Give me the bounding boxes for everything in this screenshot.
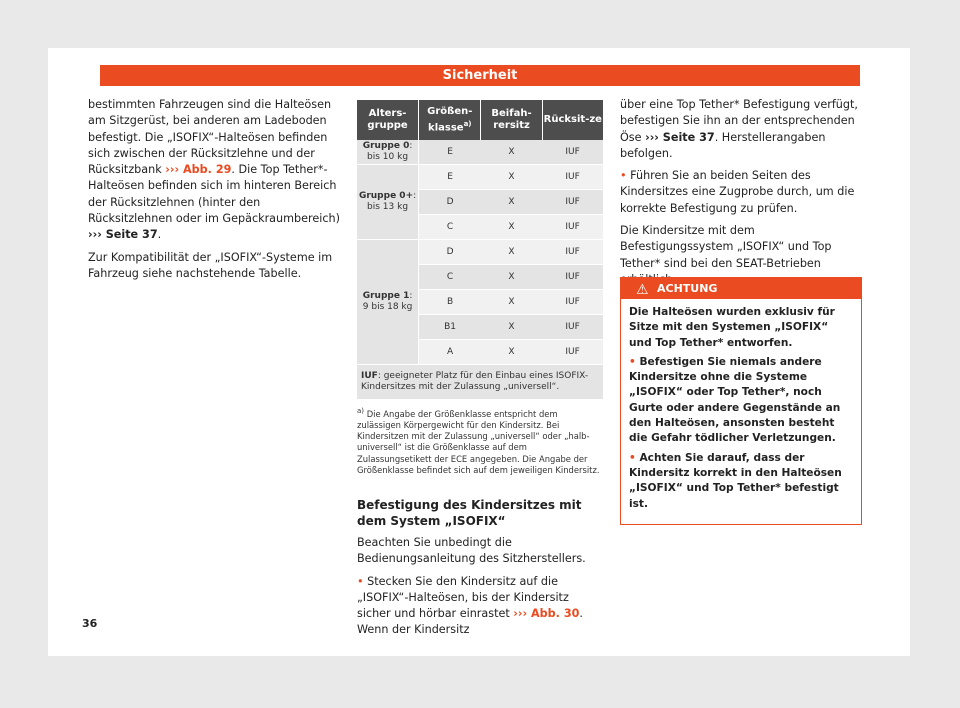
warning-paragraph-2: • Befestigen Sie niemals andere Kindersitze ohne die Systeme „ISOFIX“ oder Top Tether*, noch Gurte oder andere Gegenstände an den Halteösen, ansonsten besteht die Gefahr tödlicher Verletzungen.: [629, 355, 841, 445]
warning-box: [620, 277, 862, 525]
table-row: Gruppe 0+: bis 13 kg E X IUF: [357, 165, 603, 190]
warning-title: ACHTUNG: [657, 282, 718, 295]
warning-paragraph-3: • Achten Sie darauf, dass der Kindersitz korrekt in den Halteösen „ISOFIX“ und Top Tether* befestigt ist.: [629, 451, 842, 510]
bullet-icon: •: [357, 574, 364, 588]
header-passenger-seat: Beifah-rersitz: [481, 100, 542, 140]
page-link-37[interactable]: ››› Seite 37: [645, 130, 715, 144]
warning-body: [621, 299, 861, 524]
header-rear-seats: Rücksit-ze: [542, 100, 603, 140]
figure-link-29[interactable]: ››› Abb. 29: [165, 163, 232, 177]
middle-paragraph-1: Beachten Sie unbedingt die Bedienungsanleitung des Sitzherstellers.: [357, 536, 586, 566]
group-1-cell: Gruppe 1: 9 bis 18 kg: [357, 240, 419, 365]
warning-paragraph-1: Die Halteösen wurden exklusiv für Sitze mit den Systemen „ISOFIX“ und Top Tether* entworfen.: [629, 306, 835, 349]
left-paragraph-1: bestimmten Fahrzeugen sind die Halteösen am Sitzgerüst, bei anderen am Ladeboden befestigt. Die „ISOFIX“-Halteösen befinden sich zwischen der Rücksitzlehne und der Rücksitzbank ››› Abb. 29. Die Top Tether*-Halteösen befinden sich im hinteren Bereich der Rücksitzlehnen (hinter den Rücksitzlehnen oder im Gepäckraumbereich) ››› Seite 37.: [88, 98, 340, 242]
left-paragraph-2: Zur Kompatibilität der „ISOFIX“-Systeme im Fahrzeug siehe nachstehende Tabelle.: [88, 250, 333, 280]
table-row: Gruppe 0: bis 10 kg E X IUF: [357, 140, 603, 165]
warning-triangle-icon: ⚠: [636, 282, 649, 298]
right-column: [620, 97, 860, 294]
header-age-group: Alters-gruppe: [357, 100, 419, 140]
group-0plus-cell: Gruppe 0+: bis 13 kg: [357, 165, 419, 240]
table-row: Gruppe 1: 9 bis 18 kg D X IUF: [357, 240, 603, 265]
table-note: IUF: geeigneter Platz für den Einbau eines ISOFIX-Kindersitzes mit der Zulassung „universell“.: [357, 365, 603, 400]
figure-link-30[interactable]: ››› Abb. 30: [513, 607, 580, 621]
table-row: A X IUF: [357, 340, 603, 365]
middle-paragraph-2: • Stecken Sie den Kindersitz auf die „ISOFIX“-Halteösen, bis der Kindersitz sicher und hörbar einrastet ››› Abb. 30. Wenn der Kindersitz: [357, 574, 583, 637]
table-row: D X IUF: [357, 190, 603, 215]
page-link-37[interactable]: ››› Seite 37: [88, 228, 158, 242]
right-paragraph-1: über eine Top Tether* Befestigung verfügt, befestigen Sie ihn an der entsprechenden Öse ››› Seite 37. Herstellerangaben befolgen.: [620, 98, 858, 160]
table-row: B X IUF: [357, 290, 603, 315]
bullet-icon: •: [629, 451, 636, 464]
isofix-compatibility-table: [357, 100, 603, 400]
bullet-icon: •: [620, 169, 627, 183]
table-note-row: [357, 365, 603, 400]
warning-header: [621, 278, 861, 299]
table-footnote: $^{a)}$ Die Angabe der Größenklasse entspricht dem zulässigen Körpergewicht für den Kindersitz. Bei Kindersitzen mit der Zulassung „universell“ oder „halb-universell“ ist die Größenklasse auf dem Zulassungsetikett der ECE angegeben. Die Angabe der Größenklasse befindet sich auf dem jeweiligen Kindersitz.: [357, 407, 600, 475]
group-0-cell: Gruppe 0: bis 10 kg: [357, 140, 419, 165]
right-paragraph-2: • Führen Sie an beiden Seiten des Kindersitzes eine Zugprobe durch, um die korrekte Befestigung zu prüfen.: [620, 169, 855, 215]
table-row: C X IUF: [357, 215, 603, 240]
bullet-icon: •: [629, 355, 636, 368]
middle-column: [357, 497, 603, 645]
section-header: Sicherheit: [100, 65, 860, 86]
left-column: [88, 97, 346, 288]
table-row: B1 X IUF: [357, 315, 603, 340]
section-subheading: Befestigung des Kindersitzes mit dem System „ISOFIX“: [357, 498, 582, 528]
page-number: 36: [82, 617, 98, 630]
header-size-class: Größen-klasse$^{a)}$: [419, 100, 481, 140]
right-paragraph-3: Die Kindersitze mit dem Befestigungssystem „ISOFIX“ und Top Tether* sind bei den SEAT-Betrieben: [620, 224, 832, 270]
table-row: C X IUF: [357, 265, 603, 290]
table-header-row: [357, 100, 603, 140]
